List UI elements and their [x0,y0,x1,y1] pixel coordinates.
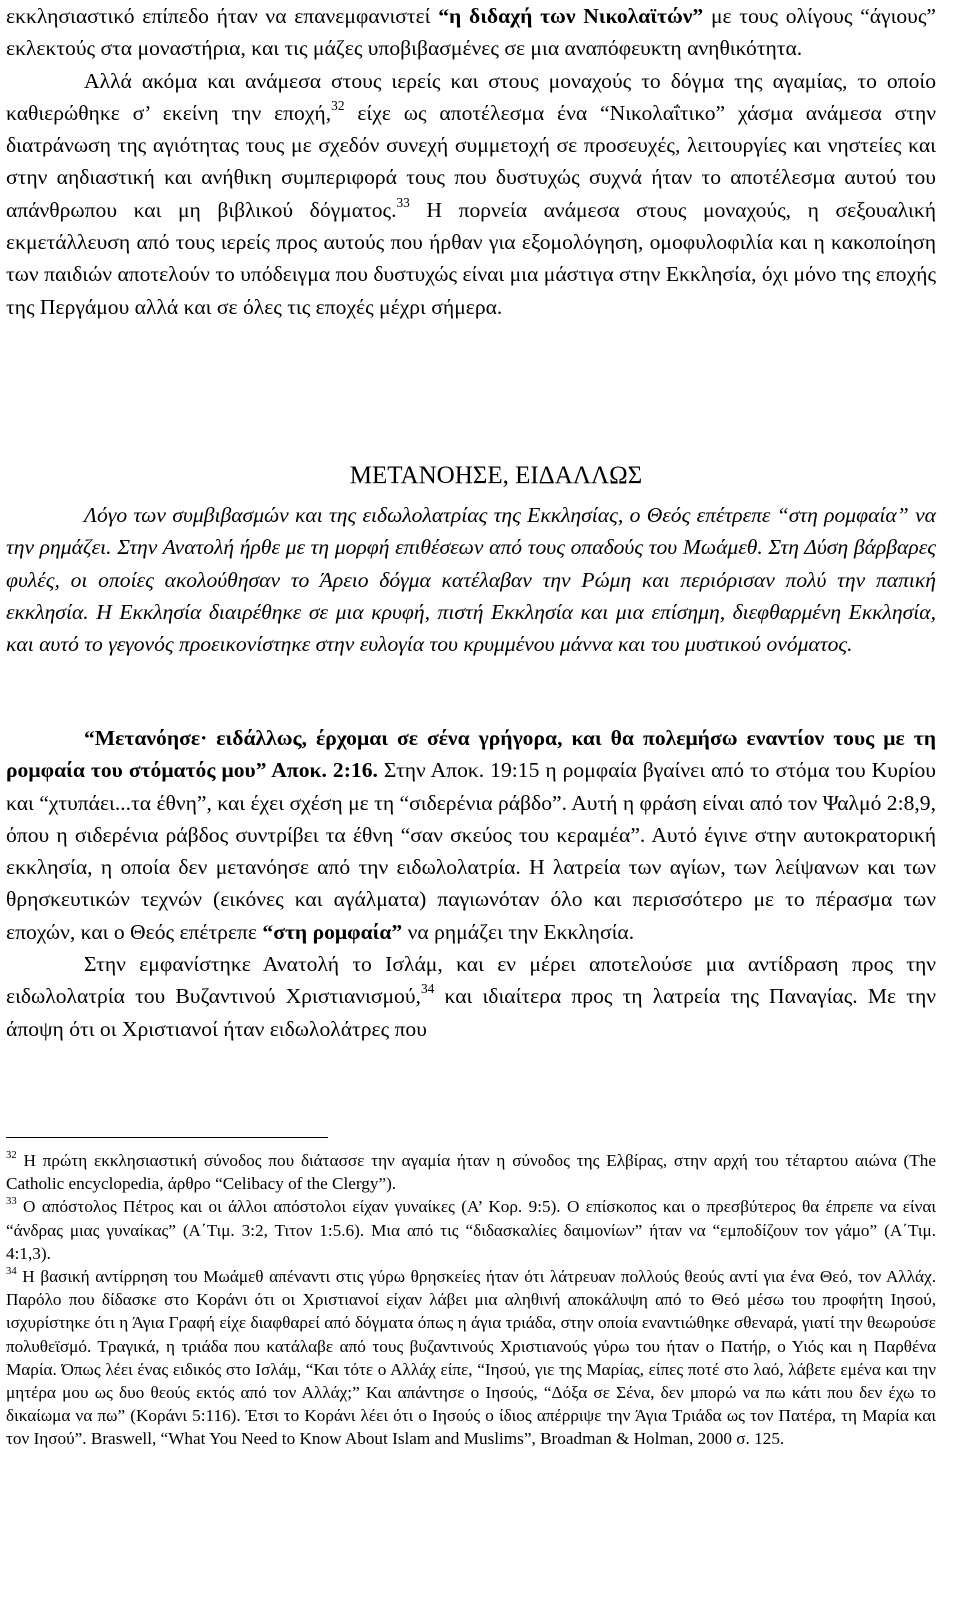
bold-quote: “Μετανόησε· ειδάλλως, έρχομαι σε σένα γρήγορα, και θα πολεμήσω εναντίον τους με τη ρομφαία του στόματός μου” Αποκ. 2:16. [6,726,936,783]
text-run: Στην Αποκ. 19:15 η ρομφαία βγαίνει από το στόμα του Κυρίου και “χτυπάει...τα έθνη”, και έχει σχέση με τη “σιδερένια ράβδο”. Αυτή η φράση είναι από τον Ψαλμό 2:8,9, όπου η σιδερένια ράβδος συντρίβει τα έθνη “σαν σκεύος του κεραμέα”. Αυτό έγινε στην αυτοκρατορική εκκλησία, η οποία δεν μετανόησε από την ειδωλολατρία. Η λατρεία των αγίων, των λείψανων και των θρησκευτικών τεχνών (εικόνες και αγάλματα) παγιωνόταν όλο και περισσότερο με το πέρασμα των εποχών, και ο Θεός επέτρεπε [6,758,936,944]
footnote-number: 32 [6,1150,17,1162]
section-intro: Λόγο των συμβιβασμών και της ειδωλολατρίας της Εκκλησίας, ο Θεός επέτρεπε “στη ρομφαία” να την ρημάζει. Στην Ανατολή ήρθε με τη μορφή επιθέσεων από τους οπαδούς του Μωάμεθ. Στη Δύση βάρβαρες φυλές, οι οποίες ακολούθησαν το Άρειο δόγμα κατέλαβαν την Ρώμη και περιόρισαν πολύ την παπική εκκλησία. Η Εκκλησία διαιρέθηκε σε μια κρυφή, πιστή Εκκλησία και μια επίσημη, διεφθαρμένη Εκκλησία, και αυτό το γεγονός προεικονίστηκε στην ευλογία του κρυμμένου μάννα και του μυστικού ονόματος. [6,503,936,657]
paragraph-2 [6,65,936,323]
footnote-ref-33[interactable]: 33 [396,194,410,210]
footnote-ref-32[interactable]: 32 [331,97,345,113]
text-run: εκκλησιαστικό επίπεδο ήταν να επανεμφανιστεί [6,4,439,28]
section-heading: ΜΕΤΑΝΟΗΣΕ, ΕΙΔΑΛΛΩΣ [349,462,643,489]
text-run: Η πορνεία ανάμεσα στους μοναχούς, η σεξουαλική εκμετάλλευση από τους ιερείς προς αυτούς που ήρθαν για εξομολόγηση, ομοφυλοφιλία και η κακοποίηση των παιδιών αποτελούν το υπόδειγμα που δυστυχώς είναι μια μάστιγα στην Εκκλησία, όχι μόνο της εποχής της Περγάμου αλλά και σε όλες τις εποχές μέχρι σήμερα. [6,197,936,319]
bold-phrase: “η διδαχή των Νικολαϊτών” [438,4,704,28]
footnote-34 [6,1265,936,1451]
footnote-text: Η βασική αντίρρηση του Μωάμεθ απέναντι στις γύρω θρησκείες ήταν ότι λάτρευαν πολλούς θεούς αντί για ένα Θεό, τον Αλλάχ. Παρόλο που δίδασκε στο Κοράνι ότι οι Χριστιανοί είχαν λάβει μια αληθινή αποκάλυψη από το Θεό μέσω του προφήτη Ιησού, ισχυρίστηκε ότι η Άγια Γραφή είχε διαφθαρεί από δόγματα όπως η άγια τριάδα, στην οποία εναντιώθηκε σθεναρά, γιατί την θεωρούσε πολυθεϊσμό. Τραγικά, η τριάδα που κατάλαβε από τους βυζαντινούς Χριστιανούς γύρω του ήταν ο Πατήρ, ο Υιός και η Παρθένα Μαρία. Όπως λέει ένας ειδικός στο Ισλάμ, “Και τότε ο Αλλάχ είπε, “Ιησού, γιε της Μαρίας, είπες ποτέ στο λαό, λάβετε εμένα και την μητέρα μου ως δυο θεούς εκτός από τον Αλλάχ;” Και απάντησε ο Ιησούς, “Δόξα σε Σένα, δεν μπορώ να πω κάτι που δεν έχω το δικαίωμα να πω” (Κοράνι 5:116). Έτσι το Κοράνι λέει ότι ο Ιησούς ο ίδιος απέρριψε την Άγια Τριάδα ως τον Πατέρα, τη Μαρία και τον Ιησού”. Braswell, “What You Need to Know About Islam and Muslims”, Broadman & Holman, 2000 σ. 125. [6,1267,936,1449]
text-run: να ρημάζει την Εκκλησία. [402,919,635,944]
paragraph-1 [6,0,936,65]
footnote-number: 34 [6,1266,17,1278]
footnote-number: 33 [6,1196,17,1208]
text-run: είχε ως αποτέλεσμα ένα “Νικολαΐτικο” χάσμα ανάμεσα στην διατράνωση της αγιότητας τους με σχεδόν συνεχή συμμετοχή σε προσευχές, λειτουργίες και νηστείες και στην αηδιαστική και ανήθικη συμπεριφορά τους που δυστυχώς συχνά ήταν το αποτέλεσμα αυτού του απάνθρωπου και μη βιβλικού δόγματος. [6,100,936,222]
text-run: με τους ολίγους “άγιους” εκλεκτούς στα μοναστήρια, και τις μάζες υποβιβασμένες σε μια αναπόφευκτη ανηθικότητα. [6,4,937,61]
paragraph-4 [6,948,936,1045]
footnote-32 [6,1149,936,1195]
footnote-text: Η πρώτη εκκλησιαστική σύνοδος που διάτασσε την αγαμία ήταν η σύνοδος της Ελβίρας, στην αρχή του τέταρτου αιώνα (The Catholic encyclopedia, άρθρο “Celibacy of the Clergy”). [6,1151,936,1194]
paragraph-3 [6,722,936,948]
text-run: Αλλά ακόμα και ανάμεσα στους ιερείς και στους μοναχούς το δόγμα της αγαμίας, το οποίο καθιερώθηκε σ’ εκείνη την εποχή, [6,68,936,125]
top-section [6,0,936,323]
footnote-33 [6,1195,936,1265]
footnote-ref-34[interactable]: 34 [420,981,435,997]
footnote-separator [6,1137,328,1138]
text-run: Στην εμφανίστηκε Ανατολή το Ισλάμ, και εν μέρει αποτελούσε μια αντίδραση προς την ειδωλολατρία του Βυζαντινού Χριστιανισμού, [6,952,936,1009]
footnotes [6,1149,936,1451]
footnote-text: Ο απόστολος Πέτρος και οι άλλοι απόστολοι είχαν γυναίκες (Α’ Κορ. 9:5). Ο επίσκοπος και ο πρεσβύτερος θα έπρεπε να είναι “άνδρας μιας γυναίκας” (Α΄Τιμ. 3:2, Τιτον 1:5.6). Μια από τις “διδασκαλίες δαιμονίων” ήταν να “εμποδίζουν τον γάμο” (Α΄Τιμ. 4:1,3). [6,1197,936,1263]
bold-phrase: “στη ρομφαία” [262,919,403,944]
section-body [6,722,936,1045]
text-run: και ιδιαίτερα προς τη λατρεία της Παναγίας. Με την άποψη ότι οι Χριστιανοί ήταν ειδωλολάτρες που [6,984,936,1041]
